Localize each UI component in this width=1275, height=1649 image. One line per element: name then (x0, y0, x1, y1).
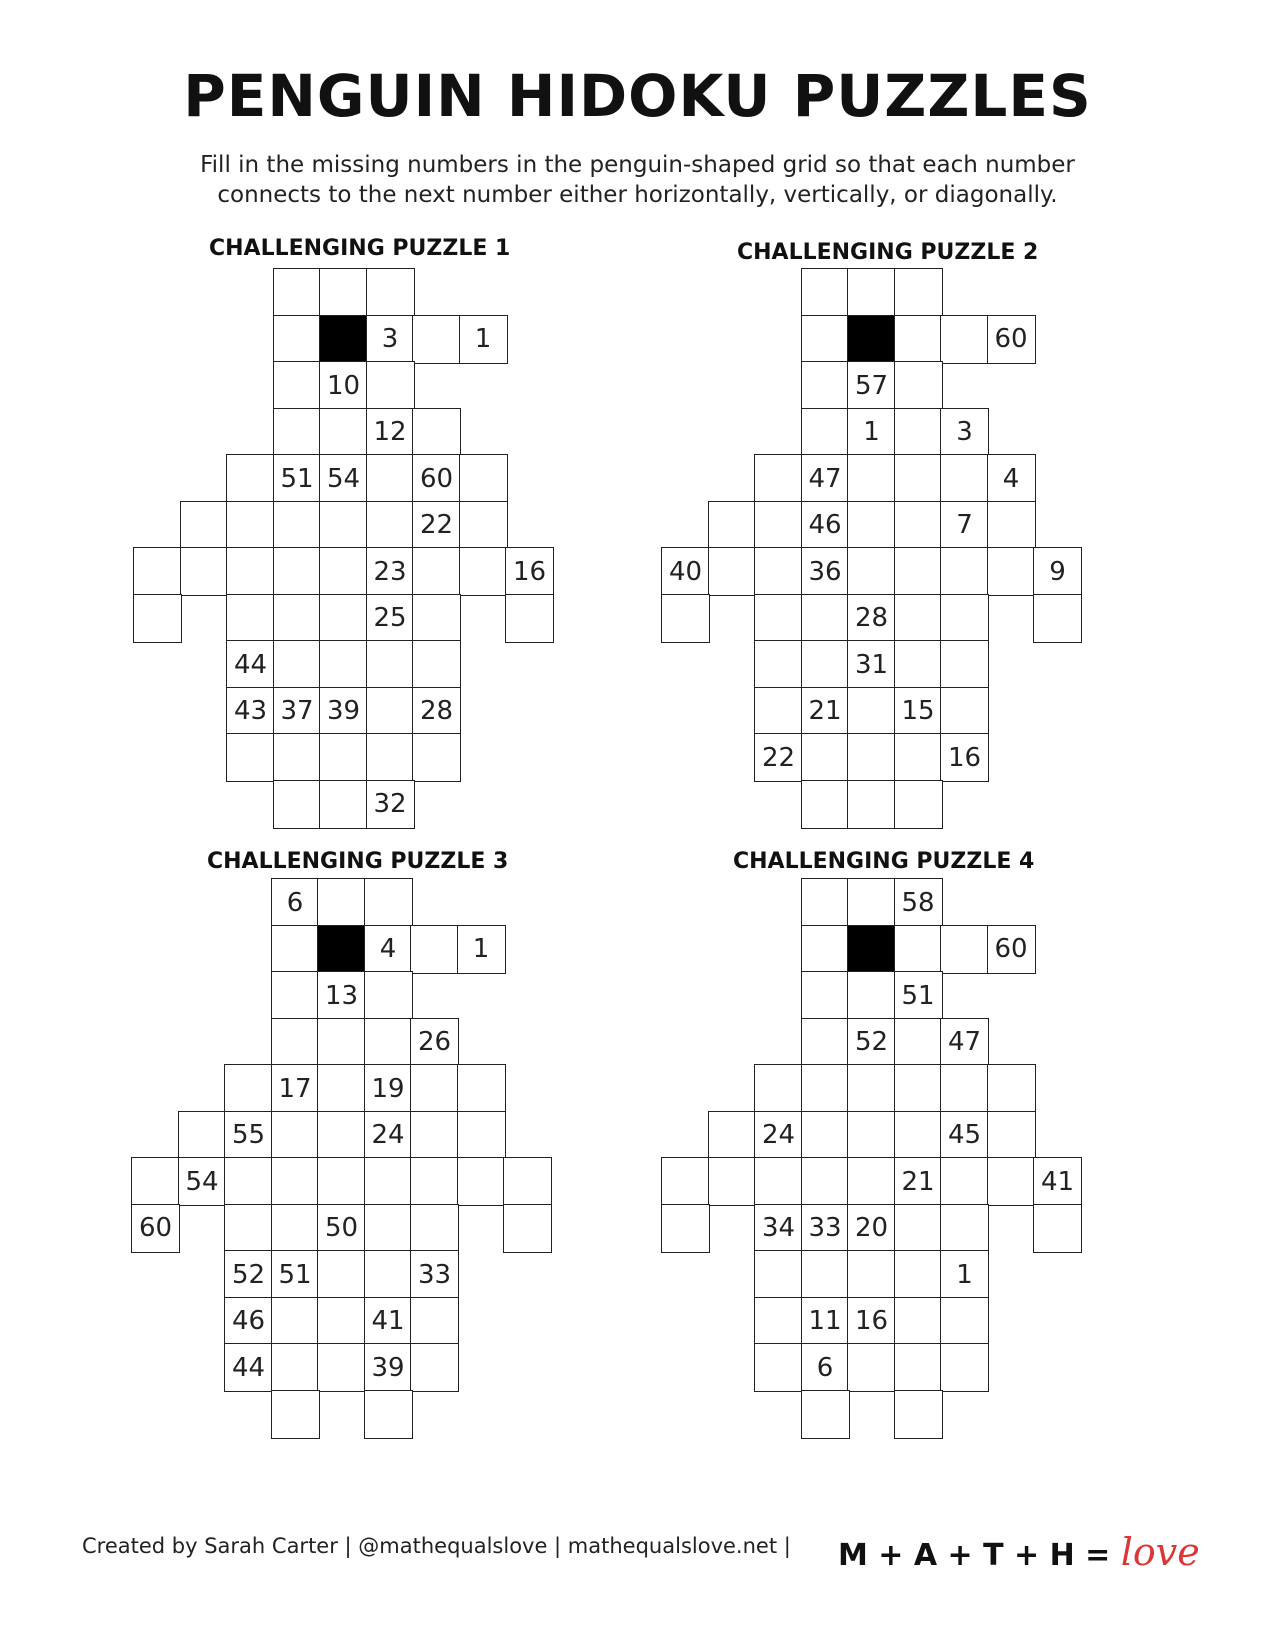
grid-cell[interactable] (894, 501, 943, 550)
grid-cell[interactable] (940, 925, 989, 974)
grid-cell: 16 (505, 547, 554, 596)
grid-cell[interactable] (801, 1390, 850, 1439)
puzzle-3-title: CHALLENGING PUZZLE 3 (207, 849, 509, 874)
grid-cell: 51 (273, 454, 322, 503)
instructions (0, 150, 1275, 210)
grid-cell[interactable] (317, 1250, 366, 1299)
grid-cell: 55 (224, 1111, 273, 1160)
grid-cell[interactable] (940, 547, 989, 596)
grid-cell[interactable] (894, 925, 943, 974)
grid-cell: 22 (754, 733, 803, 782)
grid-cell[interactable] (410, 1204, 459, 1253)
grid-cell[interactable] (366, 361, 415, 410)
grid-cell: 51 (894, 971, 943, 1020)
grid-cell[interactable] (754, 594, 803, 643)
grid-cell[interactable] (317, 1343, 366, 1392)
grid-cell: 3 (940, 408, 989, 457)
grid-cell[interactable] (273, 733, 322, 782)
grid-cell[interactable] (801, 361, 850, 410)
grid-cell[interactable] (180, 501, 229, 550)
grid-cell[interactable] (847, 501, 896, 550)
grid-cell[interactable] (317, 1111, 366, 1160)
grid-cell[interactable] (894, 1343, 943, 1392)
grid-cell: 9 (1033, 547, 1082, 596)
grid-cell[interactable] (894, 268, 943, 317)
grid-cell: 25 (366, 594, 415, 643)
instructions-line-1: Fill in the missing numbers in the penguin-shaped grid so that each number (200, 152, 1075, 178)
grid-cell[interactable] (410, 1157, 459, 1206)
grid-cell[interactable] (226, 547, 275, 596)
grid-cell: 34 (754, 1204, 803, 1253)
grid-cell: 41 (364, 1297, 413, 1346)
grid-cell[interactable] (847, 780, 896, 829)
grid-cell: 21 (894, 1157, 943, 1206)
grid-cell[interactable] (894, 733, 943, 782)
grid-cell: 4 (364, 925, 413, 974)
grid-cell[interactable] (801, 408, 850, 457)
grid-cell[interactable] (317, 1064, 366, 1113)
grid-cell[interactable] (271, 1390, 320, 1439)
grid-cell[interactable] (271, 971, 320, 1020)
grid-cell: 16 (940, 733, 989, 782)
grid-cell[interactable] (801, 925, 850, 974)
shaded-cell (847, 925, 896, 974)
grid-cell: 33 (410, 1250, 459, 1299)
grid-cell[interactable] (847, 1343, 896, 1392)
grid-cell[interactable] (412, 594, 461, 643)
grid-cell[interactable] (273, 408, 322, 457)
grid-cell: 43 (226, 687, 275, 736)
brand-love: love (1120, 1530, 1200, 1574)
grid-cell: 54 (178, 1157, 227, 1206)
grid-cell[interactable] (940, 1204, 989, 1253)
grid-cell[interactable] (317, 1297, 366, 1346)
grid-cell[interactable] (708, 501, 757, 550)
grid-cell: 46 (224, 1297, 273, 1346)
grid-cell[interactable] (457, 1157, 506, 1206)
grid-cell[interactable] (754, 687, 803, 736)
grid-cell: 50 (317, 1204, 366, 1253)
grid-cell[interactable] (801, 780, 850, 829)
puzzle-1-title: CHALLENGING PUZZLE 1 (209, 236, 511, 261)
grid-cell[interactable] (273, 315, 322, 364)
grid-cell: 26 (410, 1018, 459, 1067)
grid-cell[interactable] (987, 547, 1036, 596)
grid-cell: 40 (661, 547, 710, 596)
grid-cell[interactable] (847, 971, 896, 1020)
grid-cell[interactable] (894, 1111, 943, 1160)
grid-cell: 1 (459, 315, 508, 364)
grid-cell: 7 (940, 501, 989, 550)
grid-cell[interactable] (364, 878, 413, 927)
grid-cell[interactable] (894, 1204, 943, 1253)
grid-cell[interactable] (319, 594, 368, 643)
grid-cell[interactable] (364, 971, 413, 1020)
grid-cell[interactable] (180, 547, 229, 596)
grid-cell[interactable] (366, 268, 415, 317)
grid-cell[interactable] (894, 1018, 943, 1067)
grid-cell[interactable] (364, 1157, 413, 1206)
grid-cell: 24 (364, 1111, 413, 1160)
grid-cell[interactable] (754, 1157, 803, 1206)
grid-cell[interactable] (319, 640, 368, 689)
footer-credits: Created by Sarah Carter | @mathequalslove | mathequalslove.net | (82, 1534, 791, 1558)
grid-cell[interactable] (412, 408, 461, 457)
grid-cell[interactable] (366, 454, 415, 503)
grid-cell[interactable] (801, 1018, 850, 1067)
grid-cell[interactable] (319, 733, 368, 782)
grid-cell: 17 (271, 1064, 320, 1113)
brand-logo (838, 1530, 1200, 1574)
grid-cell[interactable] (661, 1204, 710, 1253)
grid-cell: 36 (801, 547, 850, 596)
grid-cell[interactable] (319, 780, 368, 829)
grid-cell[interactable] (319, 408, 368, 457)
grid-cell[interactable] (178, 1111, 227, 1160)
grid-cell[interactable] (319, 268, 368, 317)
grid-cell[interactable] (364, 1250, 413, 1299)
grid-cell: 10 (319, 361, 368, 410)
grid-cell[interactable] (319, 547, 368, 596)
grid-cell[interactable] (847, 1250, 896, 1299)
grid-cell[interactable] (894, 454, 943, 503)
grid-cell[interactable] (987, 1064, 1036, 1113)
grid-cell[interactable] (940, 687, 989, 736)
grid-cell: 60 (987, 925, 1036, 974)
grid-cell[interactable] (940, 454, 989, 503)
grid-cell[interactable] (894, 780, 943, 829)
grid-cell[interactable] (226, 454, 275, 503)
grid-cell[interactable] (273, 268, 322, 317)
grid-cell: 44 (224, 1343, 273, 1392)
grid-cell[interactable] (801, 971, 850, 1020)
grid-cell[interactable] (801, 594, 850, 643)
grid-cell[interactable] (894, 1297, 943, 1346)
grid-cell[interactable] (273, 640, 322, 689)
grid-cell: 54 (319, 454, 368, 503)
grid-cell[interactable] (708, 1157, 757, 1206)
grid-cell[interactable] (459, 547, 508, 596)
grid-cell: 6 (271, 878, 320, 927)
grid-cell[interactable] (940, 594, 989, 643)
grid-cell: 52 (224, 1250, 273, 1299)
grid-cell[interactable] (226, 594, 275, 643)
grid-cell[interactable] (940, 315, 989, 364)
grid-cell[interactable] (273, 780, 322, 829)
grid-cell[interactable] (894, 408, 943, 457)
grid-cell[interactable] (366, 687, 415, 736)
grid-cell: 60 (987, 315, 1036, 364)
grid-cell[interactable] (940, 1343, 989, 1392)
grid-cell[interactable] (410, 1343, 459, 1392)
grid-cell: 32 (366, 780, 415, 829)
grid-cell[interactable] (273, 594, 322, 643)
grid-cell[interactable] (224, 1204, 273, 1253)
grid-cell[interactable] (801, 1157, 850, 1206)
grid-cell[interactable] (459, 454, 508, 503)
grid-cell: 28 (847, 594, 896, 643)
grid-cell: 4 (987, 454, 1036, 503)
instructions-line-2: connects to the next number either horizontally, vertically, or diagonally. (217, 182, 1058, 208)
grid-cell: 58 (894, 878, 943, 927)
grid-cell[interactable] (754, 501, 803, 550)
grid-cell[interactable] (133, 547, 182, 596)
grid-cell[interactable] (847, 733, 896, 782)
grid-cell[interactable] (410, 1297, 459, 1346)
puzzle-2-title: CHALLENGING PUZZLE 2 (737, 240, 1039, 265)
grid-cell[interactable] (412, 640, 461, 689)
grid-cell: 1 (457, 925, 506, 974)
grid-cell[interactable] (412, 733, 461, 782)
grid-cell[interactable] (708, 1111, 757, 1160)
grid-cell[interactable] (754, 454, 803, 503)
grid-cell[interactable] (271, 1157, 320, 1206)
grid-cell[interactable] (317, 878, 366, 927)
page-title: PENGUIN HIDOKU PUZZLES (183, 62, 1092, 130)
grid-cell[interactable] (847, 687, 896, 736)
grid-cell: 22 (412, 501, 461, 550)
grid-cell[interactable] (847, 268, 896, 317)
grid-cell[interactable] (505, 594, 554, 643)
grid-cell[interactable] (754, 1343, 803, 1392)
grid-cell[interactable] (271, 1343, 320, 1392)
grid-cell[interactable] (364, 1390, 413, 1439)
grid-cell: 41 (1033, 1157, 1082, 1206)
grid-cell[interactable] (273, 547, 322, 596)
grid-cell[interactable] (894, 315, 943, 364)
grid-cell[interactable] (661, 1157, 710, 1206)
grid-cell[interactable] (1033, 1204, 1082, 1253)
grid-cell[interactable] (708, 547, 757, 596)
grid-cell[interactable] (131, 1157, 180, 1206)
grid-cell[interactable] (226, 733, 275, 782)
grid-cell[interactable] (366, 640, 415, 689)
grid-cell[interactable] (457, 1064, 506, 1113)
grid-cell[interactable] (847, 1064, 896, 1113)
grid-cell: 28 (412, 687, 461, 736)
grid-cell[interactable] (457, 1111, 506, 1160)
grid-cell[interactable] (410, 1111, 459, 1160)
grid-cell[interactable] (847, 1111, 896, 1160)
grid-cell: 31 (847, 640, 896, 689)
grid-cell[interactable] (410, 1064, 459, 1113)
grid-cell: 6 (801, 1343, 850, 1392)
grid-cell: 44 (226, 640, 275, 689)
grid-cell[interactable] (940, 1297, 989, 1346)
grid-cell[interactable] (366, 501, 415, 550)
grid-cell[interactable] (801, 315, 850, 364)
grid-cell: 47 (940, 1018, 989, 1067)
grid-cell[interactable] (271, 1111, 320, 1160)
grid-cell: 19 (364, 1064, 413, 1113)
grid-cell[interactable] (271, 1018, 320, 1067)
grid-cell: 60 (412, 454, 461, 503)
grid-cell[interactable] (317, 1157, 366, 1206)
grid-cell: 39 (319, 687, 368, 736)
grid-cell[interactable] (271, 1297, 320, 1346)
grid-cell[interactable] (364, 1204, 413, 1253)
grid-cell: 1 (940, 1250, 989, 1299)
grid-cell[interactable] (317, 1018, 366, 1067)
grid-cell[interactable] (847, 547, 896, 596)
grid-cell: 39 (364, 1343, 413, 1392)
grid-cell[interactable] (754, 640, 803, 689)
grid-cell[interactable] (410, 925, 459, 974)
grid-cell: 3 (366, 315, 415, 364)
grid-cell: 51 (271, 1250, 320, 1299)
grid-cell: 37 (273, 687, 322, 736)
grid-cell[interactable] (224, 1064, 273, 1113)
grid-cell[interactable] (801, 878, 850, 927)
grid-cell[interactable] (319, 501, 368, 550)
grid-cell: 11 (801, 1297, 850, 1346)
grid-cell[interactable] (224, 1157, 273, 1206)
shaded-cell (847, 315, 896, 364)
grid-cell[interactable] (801, 640, 850, 689)
grid-cell: 12 (366, 408, 415, 457)
grid-cell[interactable] (226, 501, 275, 550)
grid-cell[interactable] (271, 925, 320, 974)
grid-cell[interactable] (894, 361, 943, 410)
grid-cell[interactable] (366, 733, 415, 782)
grid-cell[interactable] (894, 1250, 943, 1299)
grid-cell[interactable] (801, 733, 850, 782)
grid-cell[interactable] (801, 268, 850, 317)
grid-cell[interactable] (754, 1250, 803, 1299)
grid-cell: 60 (131, 1204, 180, 1253)
grid-cell[interactable] (661, 594, 710, 643)
grid-cell: 13 (317, 971, 366, 1020)
grid-cell[interactable] (801, 1250, 850, 1299)
grid-cell[interactable] (894, 594, 943, 643)
grid-cell[interactable] (1033, 594, 1082, 643)
grid-cell[interactable] (894, 1390, 943, 1439)
grid-cell[interactable] (801, 1064, 850, 1113)
grid-cell[interactable] (133, 594, 182, 643)
grid-cell: 46 (801, 501, 850, 550)
grid-cell[interactable] (847, 878, 896, 927)
grid-cell: 33 (801, 1204, 850, 1253)
grid-cell[interactable] (894, 640, 943, 689)
grid-cell[interactable] (847, 454, 896, 503)
puzzle-4-title: CHALLENGING PUZZLE 4 (733, 849, 1035, 874)
grid-cell[interactable] (754, 547, 803, 596)
grid-cell[interactable] (940, 1064, 989, 1113)
shaded-cell (319, 315, 368, 364)
brand-text: M + A + T + H = (838, 1538, 1121, 1573)
grid-cell[interactable] (459, 501, 508, 550)
grid-cell[interactable] (940, 1157, 989, 1206)
grid-cell[interactable] (987, 501, 1036, 550)
grid-cell: 21 (801, 687, 850, 736)
grid-cell[interactable] (894, 547, 943, 596)
grid-cell: 20 (847, 1204, 896, 1253)
grid-cell[interactable] (412, 315, 461, 364)
grid-cell[interactable] (271, 1204, 320, 1253)
grid-cell[interactable] (987, 1157, 1036, 1206)
grid-cell: 52 (847, 1018, 896, 1067)
grid-cell[interactable] (273, 361, 322, 410)
grid-cell: 1 (847, 408, 896, 457)
grid-cell[interactable] (940, 640, 989, 689)
grid-cell[interactable] (273, 501, 322, 550)
grid-cell: 45 (940, 1111, 989, 1160)
grid-cell: 24 (754, 1111, 803, 1160)
grid-cell[interactable] (364, 1018, 413, 1067)
grid-cell[interactable] (894, 1064, 943, 1113)
grid-cell[interactable] (754, 1297, 803, 1346)
grid-cell[interactable] (987, 1111, 1036, 1160)
shaded-cell (317, 925, 366, 974)
grid-cell: 57 (847, 361, 896, 410)
grid-cell: 47 (801, 454, 850, 503)
grid-cell: 16 (847, 1297, 896, 1346)
grid-cell[interactable] (412, 547, 461, 596)
grid-cell[interactable] (754, 1064, 803, 1113)
grid-cell: 23 (366, 547, 415, 596)
grid-cell[interactable] (503, 1204, 552, 1253)
grid-cell[interactable] (503, 1157, 552, 1206)
grid-cell: 15 (894, 687, 943, 736)
grid-cell[interactable] (801, 1111, 850, 1160)
grid-cell[interactable] (847, 1157, 896, 1206)
